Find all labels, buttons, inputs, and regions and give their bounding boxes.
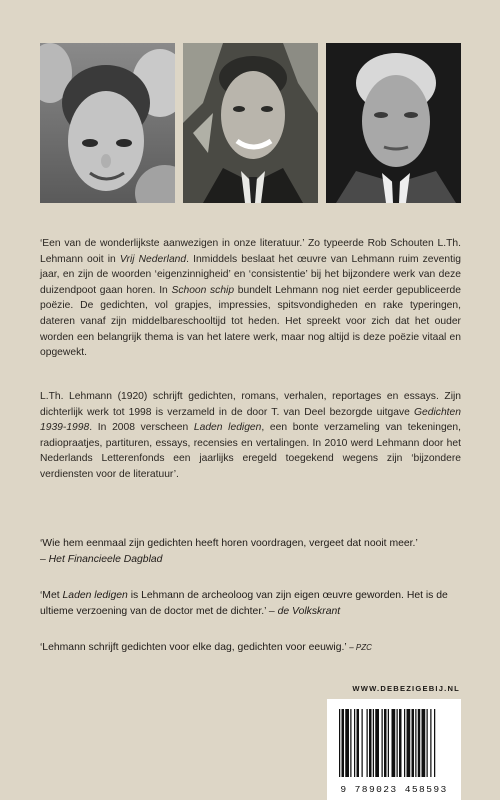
isbn-number: 9 789023 458593 [340,784,448,795]
quote-source: – de Volkskrant [268,605,341,617]
paragraph-text: . In 2008 verscheen [89,422,194,434]
quote-source: – PZC [349,643,372,652]
publisher-url[interactable]: WWW.DEBEZIGEBIJ.NL [352,684,460,693]
book-title: Laden ledigen [193,422,262,434]
paragraph-text: , een bonte verzameling van tekeningen, radiopraatjes, partituren, essays, recensies en vertalingen. In 2010 werd Lehmann door het Nederlands Letterenfonds een jaarlijks eregeld toegekend wegens zijn ‘bijzondere verdiensten voor de literatuur’. [40,422,461,480]
book-title: Schoon schip [171,284,235,296]
photo-elderly-lehmann [326,43,461,203]
paragraph-text: bundelt Lehmann nog niet eerder gepubliceerde poëzie. De gedichten, vol grapjes, impressies, spitsvondigheden en rake typeringen, dateren vanaf zijn middelbareschooltijd tot heden. Het spreekt voor zich dat het ouder worden een belangrijk thema is van het latere werk, maar nog altijd is deze poëzie vitaal en opgewekt. [40,284,461,359]
paragraph-text: . Inmiddels beslaat het œuvre van Lehmann ruim zeventig jaar, en zijn de woorden ‘eigenzinnigheid’ en ‘consistentie’ bij het bijzondere werk van deze duizendpoot gaan horen. In [40,253,461,296]
book-title: Gedichten 1939-1998 [40,406,461,434]
review-quote [40,536,470,567]
review-quote [40,640,470,656]
barcode [327,699,461,800]
quote-text: ‘Lehmann schrijft gedichten voor elke dag, gedichten voor eeuwig.’ [40,642,350,653]
author-bio-paragraph [40,389,461,483]
paragraph-text: ‘Een van de wonderlijkste aanwezigen in onze literatuur.’ Zo typeerde Rob Schouten L.Th. Lehmann ooit in [40,238,461,265]
quote-text: ‘Met [40,590,63,601]
book-title: Laden ledigen [62,590,128,601]
barcode-bars [327,699,461,783]
photo-young-lehmann [40,43,175,203]
description-paragraph [40,236,461,361]
magazine-title: Vrij Nederland [119,253,187,265]
quote-source: – Het Financieele Dagblad [40,553,163,565]
quote-text: ‘Wie hem eenmaal zijn gedichten heeft horen voordragen, vergeet dat nooit meer.’ [40,538,418,549]
photo-middle-aged-lehmann [183,43,318,203]
author-photos [40,43,461,203]
review-quote [40,588,470,619]
paragraph-text: L.Th. Lehmann (1920) schrijft gedichten, romans, verhalen, reportages en essays. Zijn dichterlijk werk tot 1998 is verzameld in de door T. van Deel bezorgde uitgave [40,391,461,418]
quote-text: is Lehmann de archeoloog van zijn eigen œuvre geworden. Het is de ultieme verzoening van de doctor met de dichter.’ [40,590,448,617]
